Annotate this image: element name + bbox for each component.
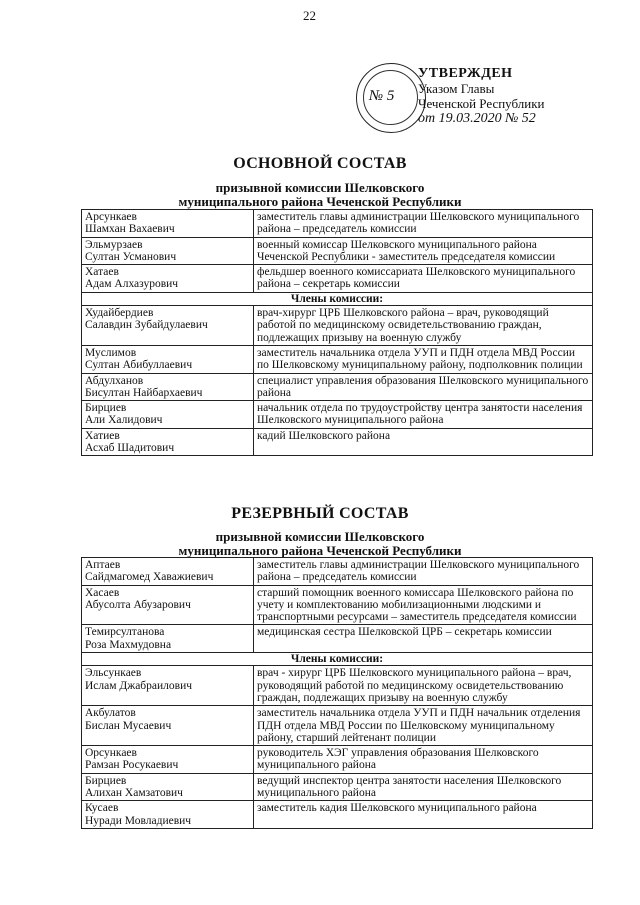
- reserve-subtitle-line-1: призывной комиссии Шелковского: [215, 529, 425, 544]
- person-name: Бирциев Алихан Хамзатович: [82, 773, 254, 801]
- table-row: [82, 801, 593, 829]
- registration-stamp: [356, 63, 426, 133]
- reserve-subtitle-line-2: муниципального района Чеченской Республики: [178, 543, 462, 558]
- approval-decree: Указом Главы: [418, 81, 495, 96]
- table-row: [82, 373, 593, 401]
- table-row: [82, 237, 593, 265]
- person-position: медицинская сестра Шелковской ЦРБ – секретарь комиссии: [254, 625, 593, 653]
- person-name: Аптаев Сайдмагомед Хаважиевич: [82, 558, 254, 586]
- person-position: заместитель главы администрации Шелковского муниципального района – председатель комиссии: [254, 210, 593, 238]
- table-row: [82, 428, 593, 456]
- person-name: Кусаев Нуради Мовладиевич: [82, 801, 254, 829]
- person-position: специалист управления образования Шелковского муниципального района: [254, 373, 593, 401]
- person-position: фельдшер военного комиссариата Шелковского муниципального района – секретарь комиссии: [254, 265, 593, 293]
- table-row: [82, 773, 593, 801]
- table-row: [82, 345, 593, 373]
- person-position: врач - хирург ЦРБ Шелковского муниципального района – врач, руководящий работой по медицинскому освидетельствованию граждан, подлежащих призыву на военную службу: [254, 666, 593, 706]
- person-position: кадий Шелковского района: [254, 428, 593, 456]
- table-row: [82, 558, 593, 586]
- members-header-row: [82, 653, 593, 666]
- person-name: Хатиев Асхаб Шадитович: [82, 428, 254, 456]
- person-name: Бирциев Али Халидович: [82, 401, 254, 429]
- reserve-title: РЕЗЕРВНЫЙ СОСТАВ: [231, 505, 409, 522]
- person-name: Хатаев Адам Алхазурович: [82, 265, 254, 293]
- table-row: [82, 706, 593, 746]
- person-position: заместитель начальника отдела УУП и ПДН отдела МВД России по Шелковскому муниципальному району, подполковник полиции: [254, 345, 593, 373]
- main-subtitle-line-2: муниципального района Чеченской Республики: [178, 194, 462, 209]
- person-name: Муслимов Султан Абибуллаевич: [82, 345, 254, 373]
- person-position: начальник отдела по трудоустройству центра занятости населения Шелковского муниципального района: [254, 401, 593, 429]
- person-name: Хасаев Абусолта Абузарович: [82, 585, 254, 625]
- person-position: врач-хирург ЦРБ Шелковского района – врач, руководящий работой по медицинскому освидетельствованию граждан, подлежащих призыву на военную службу: [254, 306, 593, 346]
- members-header: Члены комиссии:: [82, 292, 593, 305]
- main-subtitle: [0, 181, 640, 209]
- stamp-number: № 5: [369, 88, 395, 104]
- table-row: [82, 306, 593, 346]
- table-row: [82, 746, 593, 774]
- person-name: Абдулханов Бисултан Найбархаевич: [82, 373, 254, 401]
- members-header: Члены комиссии:: [82, 653, 593, 666]
- person-name: Эльсункаев Ислам Джабраилович: [82, 666, 254, 706]
- table-row: [82, 585, 593, 625]
- page-number: 22: [303, 8, 316, 23]
- reserve-subtitle: [0, 530, 640, 558]
- person-position: заместитель начальника отдела УУП и ПДН начальник отделения ПДН отдела МВД России по Шелковскому муниципальному району, старший лейтенант полиции: [254, 706, 593, 746]
- table-row: [82, 666, 593, 706]
- person-position: старший помощник военного комиссара Шелковского района по учету и комплектованию мобилизационными людскими и транспортными ресурсами – заместитель председателя комиссии: [254, 585, 593, 625]
- approval-heading: УТВЕРЖДЕН: [418, 66, 513, 81]
- approval-republic: Чеченской Республики: [418, 96, 545, 111]
- person-name: Темирсултанова Роза Махмудовна: [82, 625, 254, 653]
- table-row: [82, 401, 593, 429]
- table-row: [82, 265, 593, 293]
- person-position: заместитель кадия Шелковского муниципального района: [254, 801, 593, 829]
- main-title: ОСНОВНОЙ СОСТАВ: [233, 155, 407, 172]
- person-name: Арсункаев Шамхан Вахаевич: [82, 210, 254, 238]
- person-position: военный комиссар Шелковского муниципального района Чеченской Республики - заместитель председателя комиссии: [254, 237, 593, 265]
- approval-block: [418, 66, 545, 126]
- members-header-row: [82, 292, 593, 305]
- person-position: руководитель ХЭГ управления образования Шелковского муниципального района: [254, 746, 593, 774]
- person-name: Худайбердиев Салавдин Зубайдулаевич: [82, 306, 254, 346]
- person-name: Акбулатов Бислан Мусаевич: [82, 706, 254, 746]
- table-row: [82, 625, 593, 653]
- person-position: ведущий инспектор центра занятости населения Шелковского муниципального района: [254, 773, 593, 801]
- person-name: Эльмурзаев Султан Усманович: [82, 237, 254, 265]
- main-composition-table: [81, 209, 593, 456]
- reserve-composition-table: [81, 557, 593, 829]
- main-subtitle-line-1: призывной комиссии Шелковского: [215, 180, 425, 195]
- approval-date-number: от 19.03.2020 № 52: [418, 111, 536, 126]
- table-row: [82, 210, 593, 238]
- person-position: заместитель главы администрации Шелковского муниципального района – председатель комиссии: [254, 558, 593, 586]
- person-name: Орсункаев Рамзан Росукаевич: [82, 746, 254, 774]
